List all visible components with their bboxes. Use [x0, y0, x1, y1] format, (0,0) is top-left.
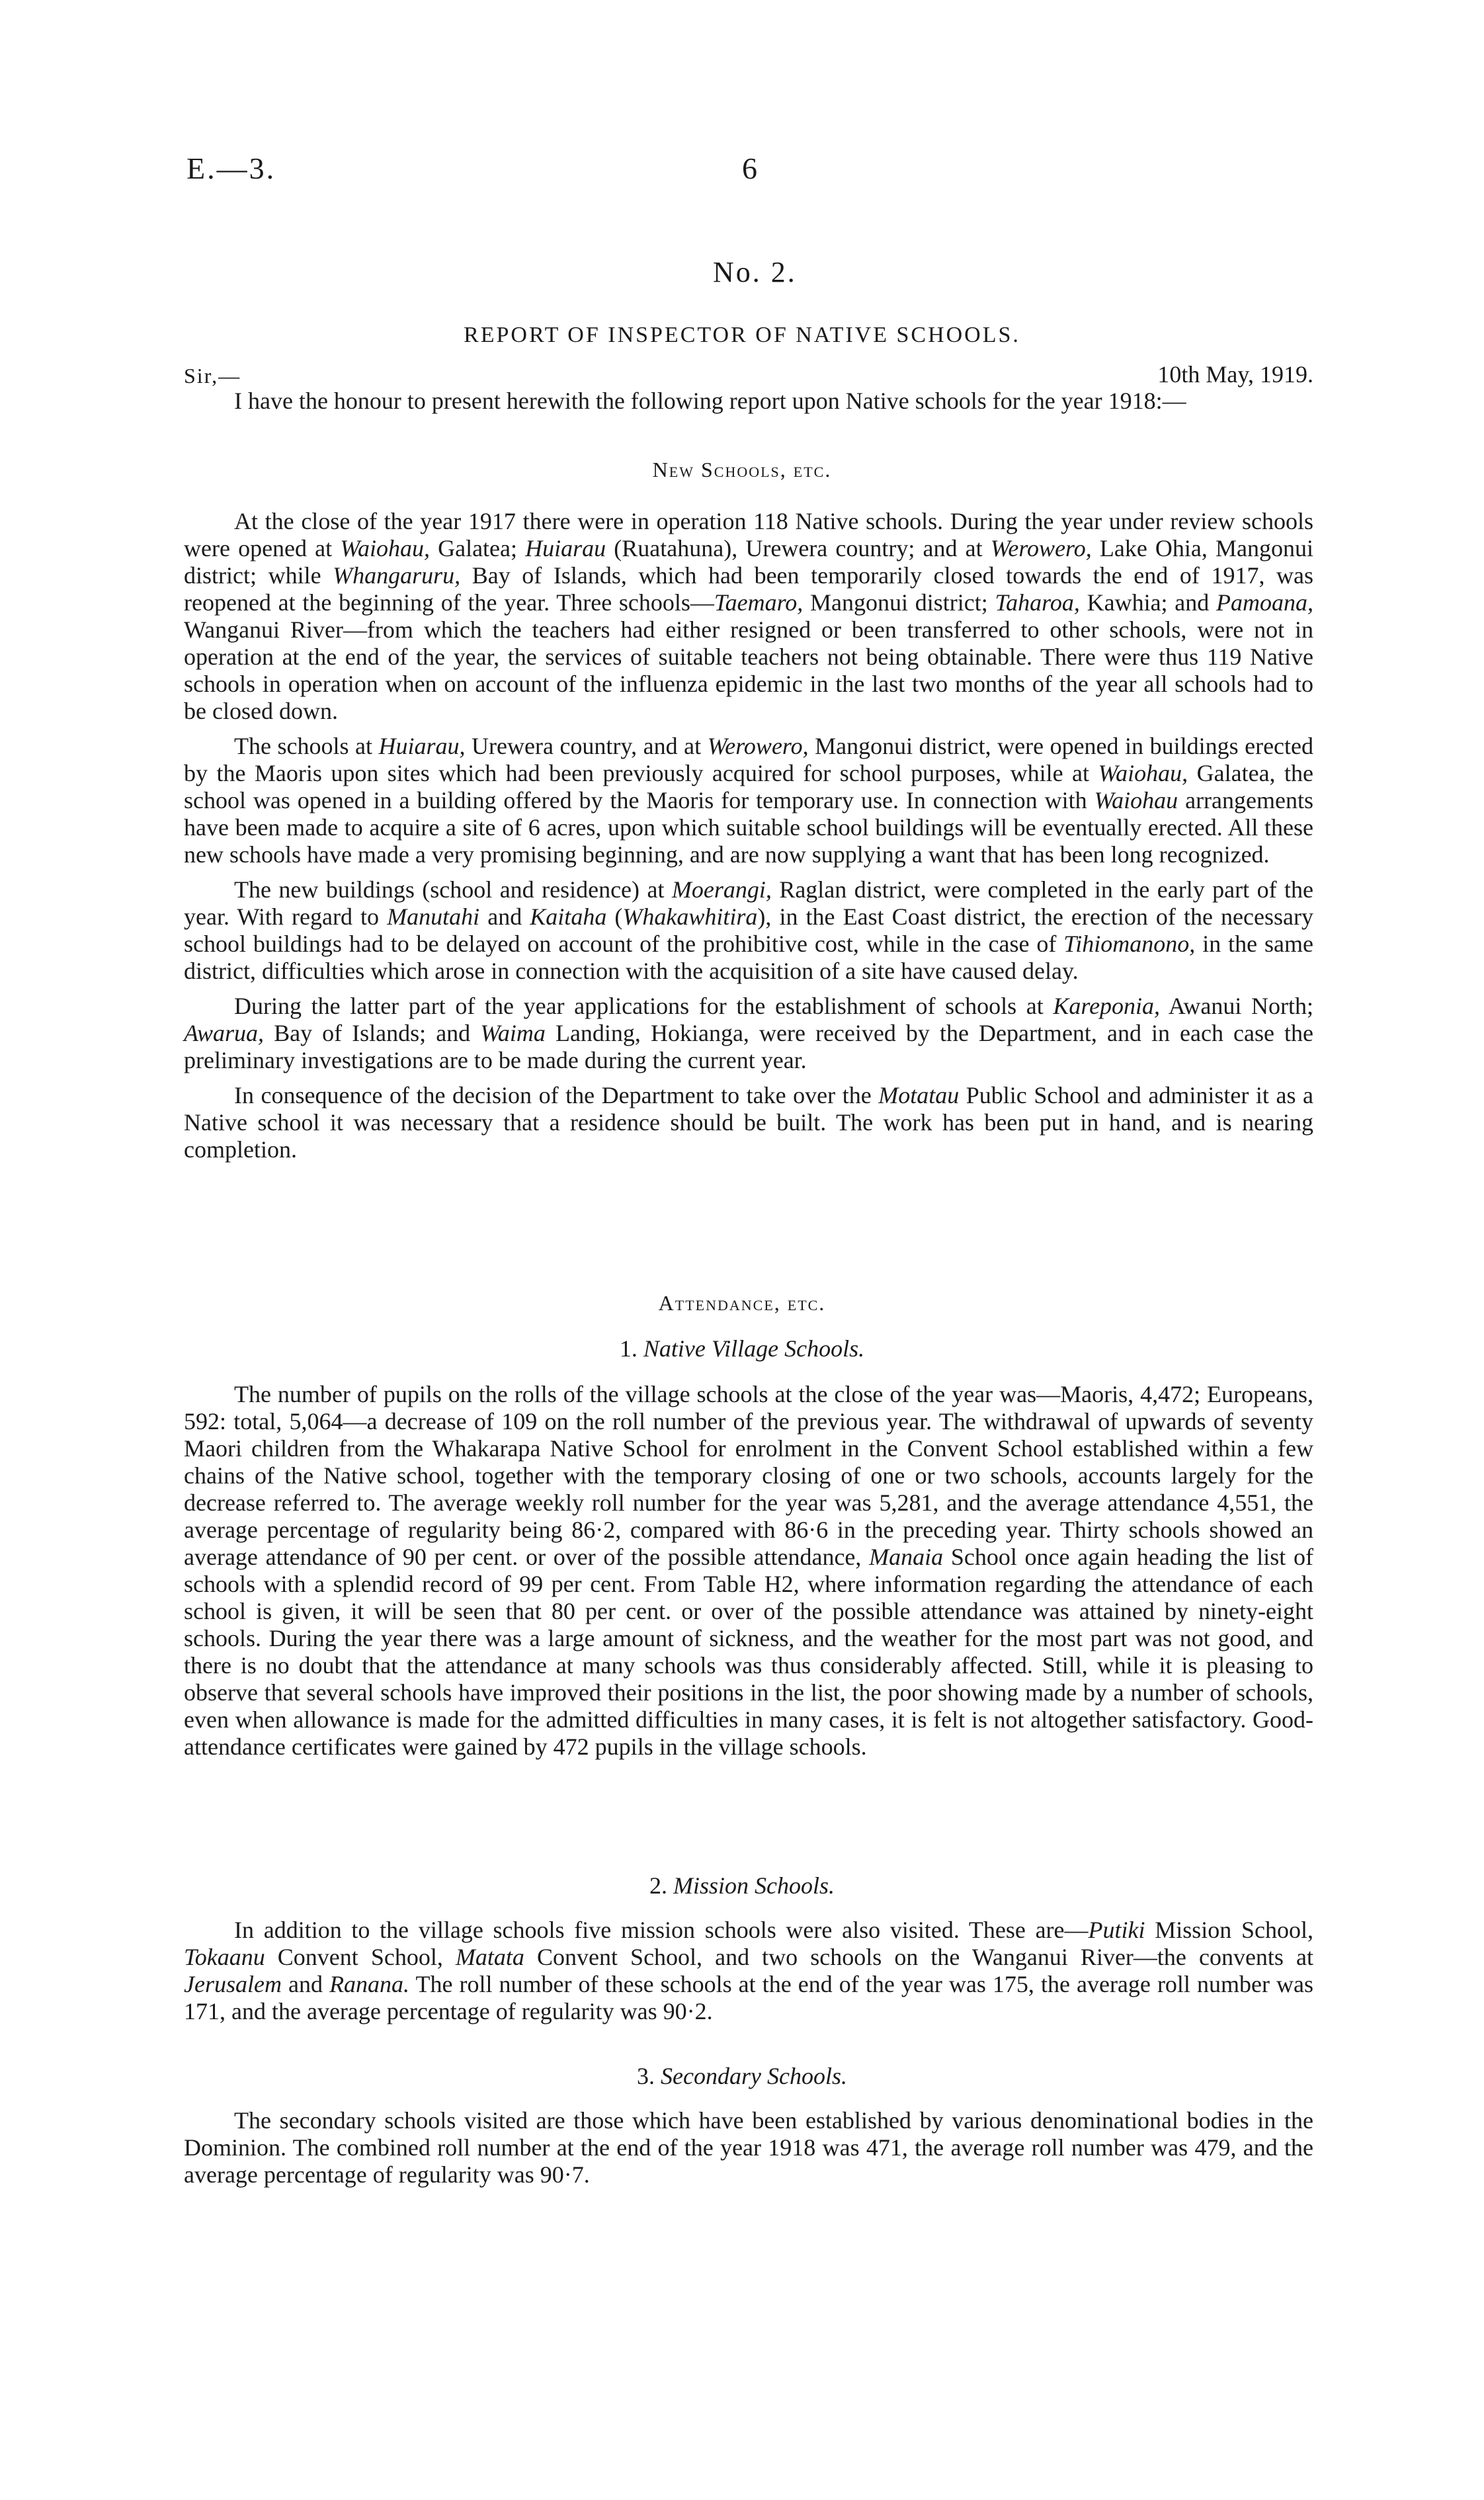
paragraph: In addition to the village schools five mission schools were also visited. These are—Putiki Mission School, Tokaanu Convent School, Matata Convent School, and two schools on the Wanganui River—the convents at Jerusalem and Ranana. The roll number of these schools at the end of the year was 175, the average roll number was 171, and the average percentage of regularity was 90·2. [184, 1917, 1314, 2024]
secondary-schools-body [184, 2107, 1313, 2196]
paragraph: In consequence of the decision of the Department to take over the Motatau Public School and administer it as a Native school it was necessary that a residence should be built. The work has been put in hand, and is nearing completion. [184, 1082, 1313, 1163]
intro-text: I have the honour to present herewith the following report upon Native schools for the year 1918:— [234, 388, 1186, 414]
subsection-heading-secondary-schools: 3. Secondary Schools. [637, 2063, 847, 2089]
paragraph: At the close of the year 1917 there were in operation 118 Native schools. During the year under review schools were opened at Waiohau, Galatea; Huiarau (Ruatahuna), Urewera country; and at Werowero, Lake Ohia, Mangonui district; while Whangaruru, Bay of Islands, which had been temporarily closed towards the end of 1917, was reopened at the beginning of the year. Three schools—Taemaro, Mangonui district; Taharoa, Kawhia; and Pamoana, Wanganui River—from which the teachers had either resigned or been transferred to other schools, were not in operation at the end of the year, the services of suitable teachers not being obtainable. There were thus 119 Native schools in operation when on account of the influenza epidemic in the last two months of the year all schools had to be closed down. [184, 508, 1314, 724]
paragraph: The new buildings (school and residence) at Moerangi, Raglan district, were completed in the early part of the year. With regard to Manutahi and Kaitaha (Whakawhitira), in the East Coast district, the erection of the necessary school buildings had to be delayed on account of the prohibitive cost, while in the case of Tihiomanono, in the same district, difficulties which arose in connection with the acquisition of a site have caused delay. [184, 876, 1313, 984]
page-number: 6 [742, 151, 757, 185]
paragraph: The secondary schools visited are those which have been established by various denominational bodies in the Dominion. The combined roll number at the end of the year 1918 was 471, the average roll number was 479, and the average percentage of regularity was 90·7. [184, 2107, 1313, 2188]
intro-paragraph [184, 388, 1313, 423]
document-number: No. 2. [713, 256, 797, 288]
village-schools-body [184, 1381, 1313, 1769]
section-heading-new-schools: New Schools, etc. [652, 458, 832, 481]
report-title: REPORT OF INSPECTOR OF NATIVE SCHOOLS. [464, 323, 1020, 347]
subsection-heading-mission-schools: 2. Mission Schools. [649, 1872, 835, 1899]
mission-schools-body [184, 1917, 1313, 2033]
letter-date: 10th May, 1919. [1157, 361, 1313, 388]
paragraph: During the latter part of the year applications for the establishment of schools at Kareponia, Awanui North; Awarua, Bay of Islands; and Waima Landing, Hokianga, were received by the Department, and in each case the preliminary investigations are to be made during the current year. [184, 993, 1313, 1073]
new-schools-body [184, 508, 1313, 1171]
page-reference: E.—3. [186, 151, 276, 185]
paragraph: The schools at Huiarau, Urewera country, and at Werowero, Mangonui district, were opened in buildings erected by the Maoris upon sites which had been previously acquired for school purposes, while at Waiohau, Galatea, the school was opened in a building offered by the Maoris for temporary use. In connection with Waiohau arrangements have been made to acquire a site of 6 acres, upon which suitable school buildings will be eventually erected. All these new schools have made a very promising beginning, and are now supplying a want that has been long recognized. [184, 733, 1313, 868]
paragraph: The number of pupils on the rolls of the village schools at the close of the year was—Maoris, 4,472; Europeans, 592: total, 5,064—a decrease of 109 on the roll number of the previous year. The withdrawal of upwards of seventy Maori children from the Whakarapa Native School for enrolment in the Convent School established within a few chains of the Native school, together with the temporary closing of one or two schools, accounts largely for the decrease referred to. The average weekly roll number for the year was 5,281, and the average attendance 4,551, the average percentage of regularity being 86·2, compared with 86·6 in the preceding year. Thirty schools showed an average attendance of 90 per cent. or over of the possible attendance, Manaia School once again heading the list of schools with a splendid record of 99 per cent. From Table H2, where information regarding the attendance of each school is given, it will be seen that 80 per cent. or over of the possible attendance was attained by ninety-eight schools. During the year there was a large amount of sickness, and the weather for the most part was not good, and there is no doubt that the attendance at many schools was thus considerably affected. Still, while it is pleasing to observe that several schools have improved their positions in the list, the poor showing made by a number of schools, even when allowance is made for the admitted difficulties in many cases, it is felt is not altogether satisfactory. Good-attendance certificates were gained by 472 pupils in the village schools. [184, 1381, 1313, 1760]
section-heading-attendance: Attendance, etc. [658, 1291, 826, 1315]
subsection-heading-village-schools: 1. Native Village Schools. [619, 1335, 865, 1362]
salutation: Sir,— [184, 364, 241, 388]
